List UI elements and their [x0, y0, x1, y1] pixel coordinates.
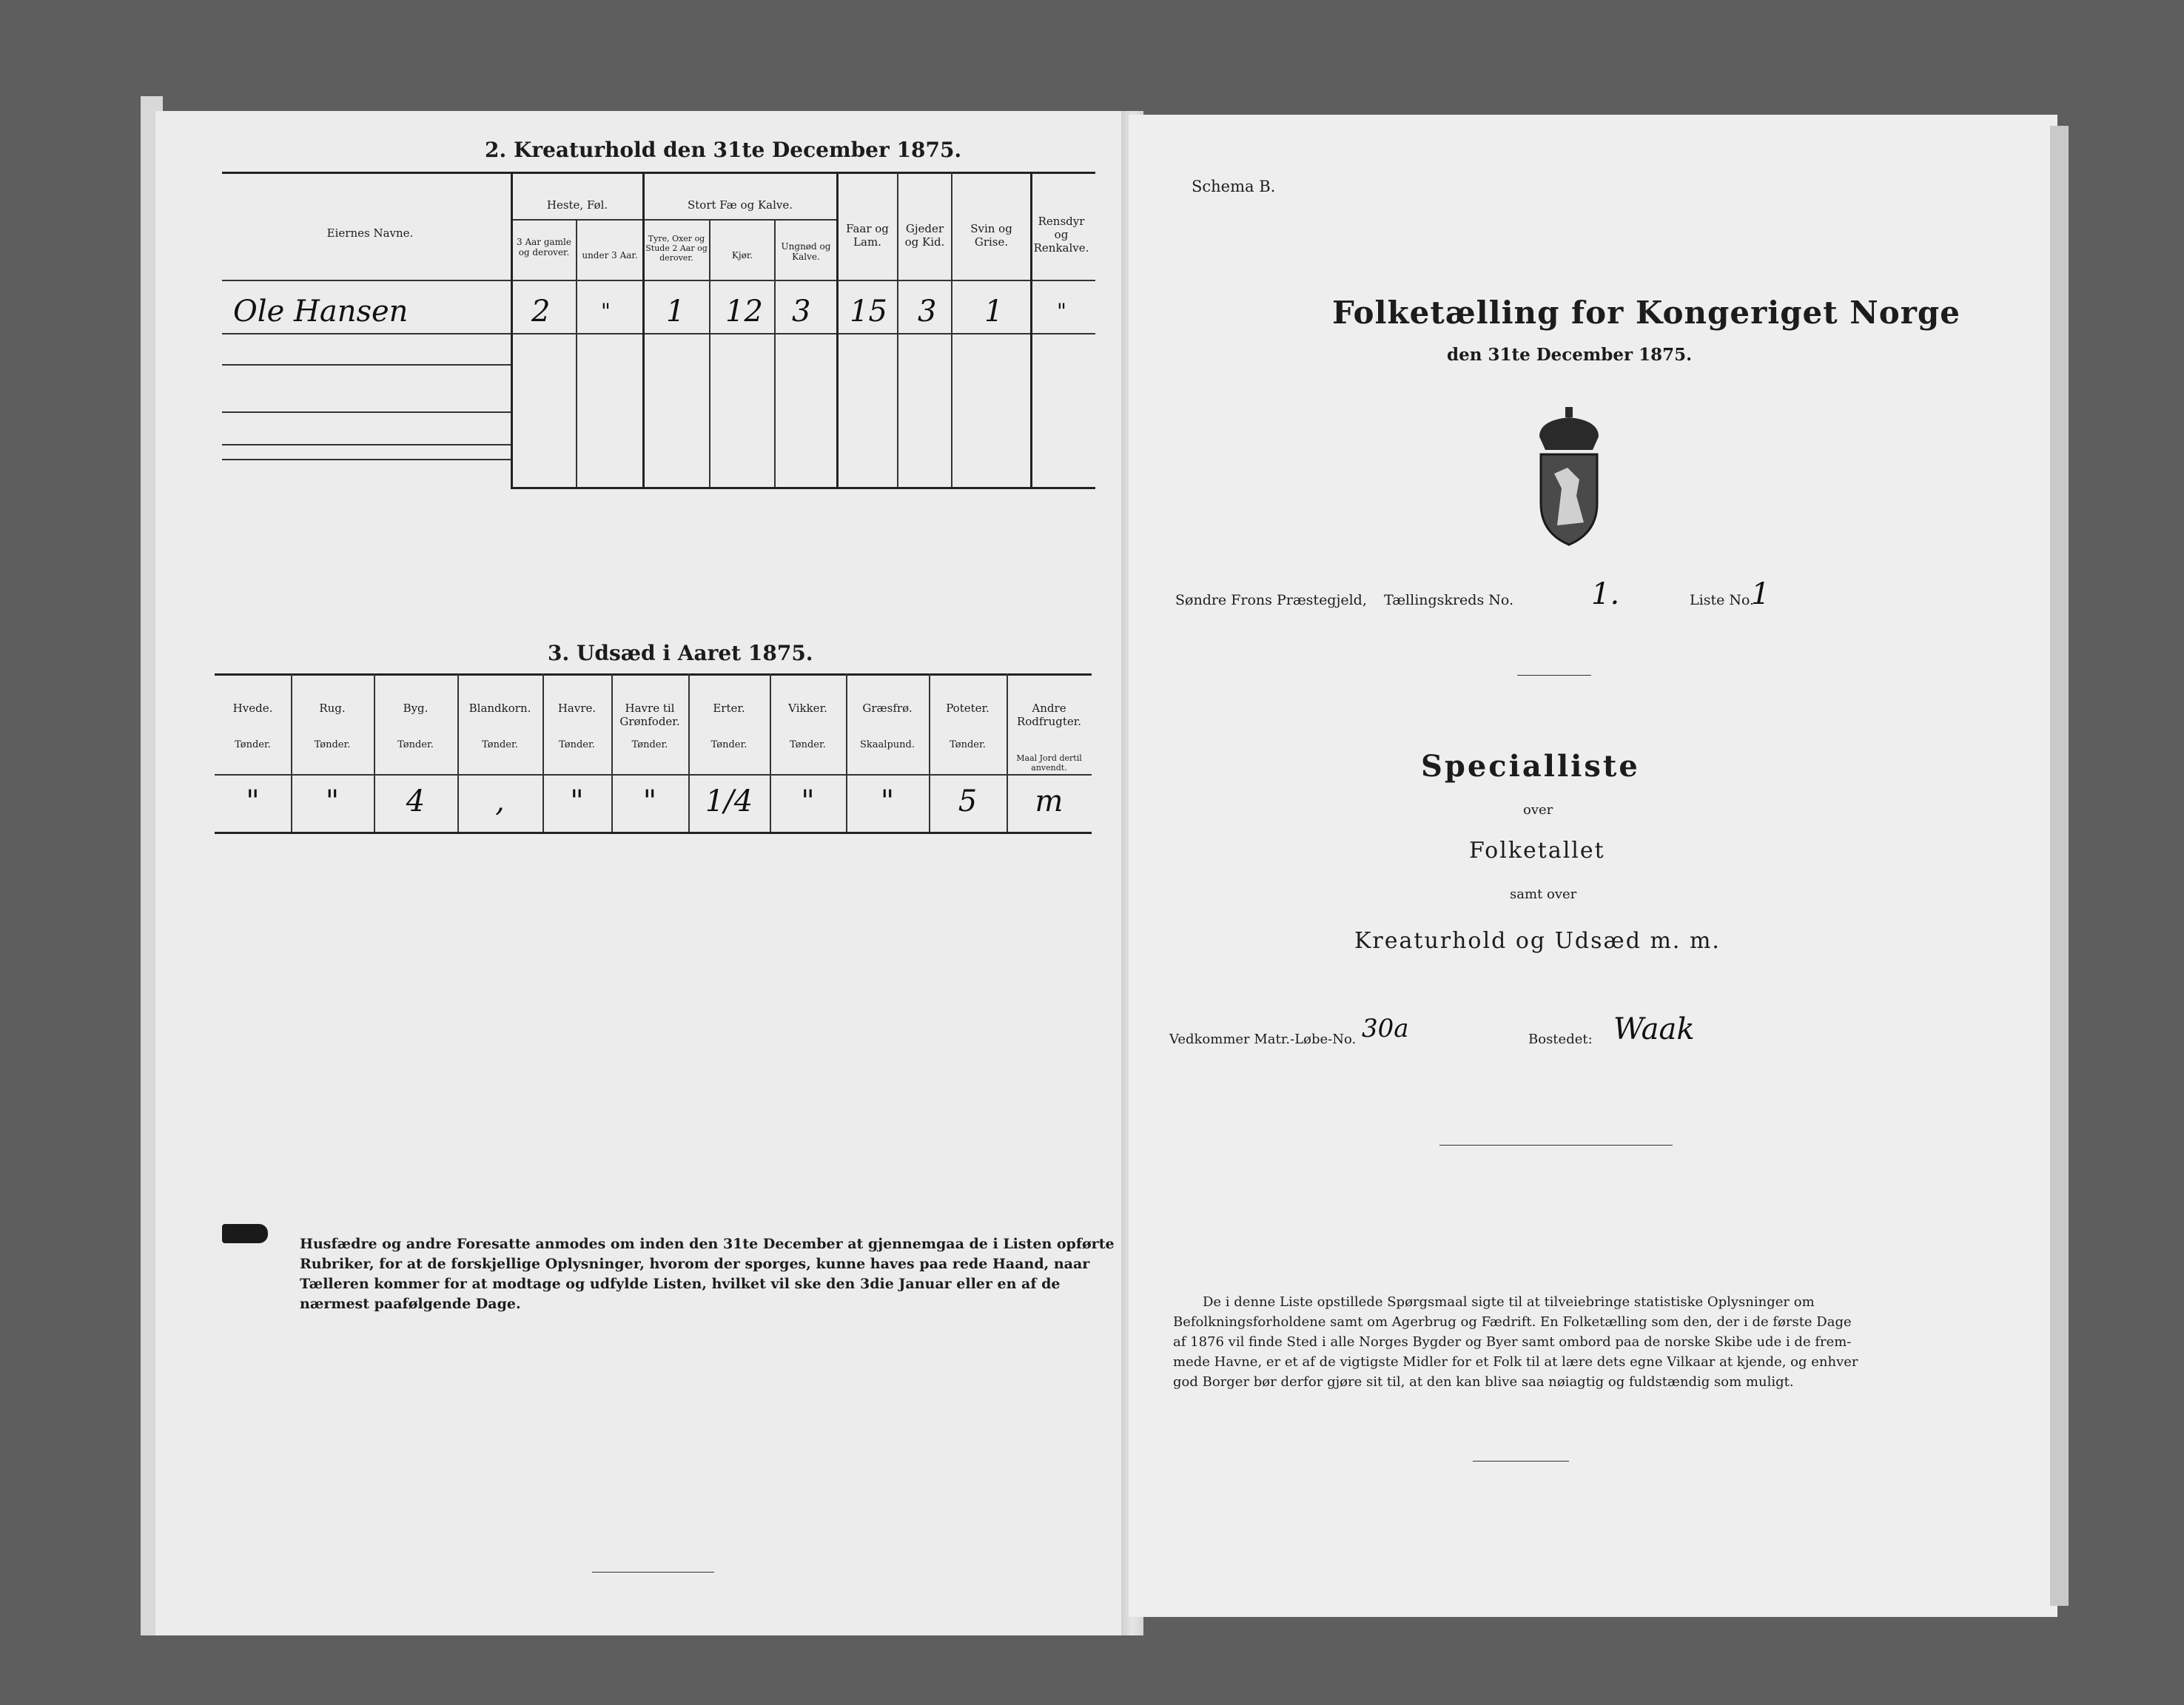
value-rensdyr: " — [1057, 299, 1066, 323]
divider — [1439, 1145, 1673, 1146]
prestegjeld: Søndre Frons Præstegjeld, — [1175, 592, 1367, 608]
table2-col-line — [836, 172, 839, 487]
footnote-line: god Borger bør derfor gjøre sit til, at den kan blive saa nøiagtig og fuldstændig som muligt. — [1173, 1374, 1794, 1390]
table2-header-rule — [222, 280, 1095, 281]
udsaed-col-unit: Tønder. — [397, 739, 434, 750]
table2-sub-rule — [644, 219, 836, 221]
samt-over: samt over — [1510, 887, 1577, 902]
udsaed-col-unit: Tønder. — [790, 739, 826, 750]
footnote-text — [1173, 1292, 1858, 1392]
main-title: Folketælling for Kongeriget Norge — [1332, 295, 1960, 331]
value-heste-old: 2 — [531, 295, 551, 329]
table2-col-line — [511, 172, 513, 487]
col-svin: Svin og Grise. — [970, 222, 1012, 249]
sub-kjor: Kjør. — [731, 250, 753, 260]
census-date: den 31te December 1875. — [1447, 345, 1693, 365]
footnote-line: af 1876 vil finde Sted i alle Norges Bygder og Byer samt ombord paa de norske Skibe ude i de frem- — [1173, 1334, 1852, 1350]
udsaed-col-value: " — [246, 784, 260, 818]
udsaed-col-label: Havre. — [557, 702, 597, 715]
udsaed-col-label: Erter. — [713, 702, 745, 715]
udsaed-col-value: " — [570, 784, 584, 818]
udsaed-col-unit: Tønder. — [559, 739, 595, 750]
pointing-hand-icon — [222, 1224, 268, 1243]
value-heste-young: " — [601, 299, 611, 323]
table2-row-rule — [222, 411, 511, 413]
udsaed-col-value: 5 — [958, 784, 978, 818]
table2-sub-rule — [511, 219, 644, 221]
col-gjeder: Gjeder og Kid. — [904, 222, 945, 249]
udsaed-col-value: " — [880, 784, 895, 818]
value-gjeder: 3 — [918, 295, 937, 329]
sub-ungnod: Ungnød og Kalve. — [781, 241, 831, 262]
udsaed-col-unit: Tønder. — [950, 739, 986, 750]
udsaed-col-unit: Tønder. — [482, 739, 518, 750]
udsaed-col-value: " — [642, 784, 657, 818]
matr-label: Vedkommer Matr.-Løbe-No. — [1169, 1032, 1357, 1047]
special-title: Specialliste — [1421, 749, 1640, 784]
col-rensdyr: Rensdyr og Renkalve. — [1033, 215, 1089, 255]
table2-row-rule — [222, 444, 511, 445]
liste-label: Liste No. — [1690, 592, 1755, 608]
table3-bottom-rule — [215, 832, 1092, 834]
right-page-edge — [2050, 126, 2069, 1606]
sub-heste-old: 3 Aar gamle og derover. — [517, 237, 571, 258]
kreds-value: 1. — [1591, 577, 1620, 611]
udsaed-col-label: Græsfrø. — [862, 702, 913, 715]
left-bottom-rule — [592, 1572, 714, 1573]
udsaed-col-label: Andre Rodfrugter. — [1016, 702, 1082, 728]
udsaed-col-value: , — [495, 784, 505, 818]
section3-title: 3. Udsæd i Aaret 1875. — [548, 641, 813, 665]
value-svin: 1 — [984, 295, 1004, 329]
table2-row-rule — [222, 333, 1095, 334]
sub-heste-young: under 3 Aar. — [582, 250, 638, 260]
udsaed-col-value: 4 — [406, 784, 426, 818]
udsaed-col-label: Blandkorn. — [468, 702, 531, 715]
udsaed-col-label: Byg. — [403, 702, 429, 715]
table3-top-rule — [215, 673, 1092, 676]
section2-title: 2. Kreaturhold den 31te December 1875. — [485, 138, 962, 162]
left-page — [155, 111, 1140, 1635]
bostedet-value: Waak — [1613, 1012, 1695, 1046]
udsaed-col-label: Vikker. — [788, 702, 827, 715]
kreaturhold-line: Kreaturhold og Udsæd m. m. — [1354, 928, 1721, 954]
kreds-label: Tællingskreds No. — [1384, 592, 1513, 608]
group-heste: Heste, Føl. — [546, 198, 608, 212]
liste-value: 1 — [1751, 577, 1770, 611]
udsaed-col-unit: Maal Jord dertil anvendt. — [1016, 753, 1082, 773]
footnote-line: mede Havne, er et af de vigtigste Midler for et Folk til at lære dets egne Vilkaar at kjende, og enhver — [1173, 1354, 1858, 1370]
udsaed-col-label: Poteter. — [946, 702, 989, 715]
table3-header-rule — [215, 774, 1092, 776]
divider — [1517, 675, 1591, 676]
bostedet-label: Bostedet: — [1528, 1032, 1593, 1047]
folketallet: Folketallet — [1469, 838, 1605, 864]
value-ungnod: 3 — [792, 295, 811, 329]
footnote-line: De i denne Liste opstillede Spørgsmaal sigte til at tilveiebringe statistiske Oplysninger om — [1203, 1294, 1815, 1310]
udsaed-col-value: m — [1035, 784, 1064, 818]
coat-of-arms-icon — [1525, 407, 1613, 548]
udsaed-col-unit: Tønder. — [631, 739, 668, 750]
notice-line: Rubriker, for at de forskjellige Oplysninger, hvorom der sporges, kunne haves paa rede Haand, naar — [300, 1256, 1090, 1272]
sub-tyre: Tyre, Oxer og Stude 2 Aar og derover. — [645, 234, 708, 263]
udsaed-col-value: " — [801, 784, 815, 818]
udsaed-col-unit: Skaalpund. — [860, 739, 915, 750]
schema-label: Schema B. — [1192, 178, 1276, 195]
udsaed-col-value: " — [325, 784, 340, 818]
table2-col-line — [951, 172, 952, 487]
over-1: over — [1523, 802, 1553, 818]
table2-row-rule — [222, 459, 511, 460]
udsaed-col-unit: Tønder. — [235, 739, 271, 750]
owner-name: Ole Hansen — [233, 295, 409, 329]
col-eiernes-navne: Eiernes Navne. — [326, 226, 414, 240]
notice-line: nærmest paafølgende Dage. — [300, 1296, 521, 1312]
udsaed-col-unit: Tønder. — [314, 739, 351, 750]
table2-top-rule — [222, 172, 1095, 174]
group-stort-fae: Stort Fæ og Kalve. — [687, 198, 793, 212]
value-kjor: 12 — [725, 295, 763, 329]
table2-col-line — [642, 172, 645, 487]
udsaed-col-unit: Tønder. — [710, 739, 747, 750]
table2-row-rule — [222, 364, 511, 366]
udsaed-col-label: Rug. — [319, 702, 346, 715]
value-tyre: 1 — [666, 295, 685, 329]
notice-text — [300, 1234, 1115, 1314]
udsaed-col-label: Havre til Grønfoder. — [619, 702, 680, 728]
notice-line: Tælleren kommer for at modtage og udfylde Listen, hvilket vil ske den 3die Januar eller en af de — [300, 1276, 1061, 1292]
value-faar: 15 — [850, 295, 887, 329]
divider — [1473, 1461, 1569, 1462]
matr-value: 30a — [1362, 1014, 1409, 1043]
udsaed-col-value: 1/4 — [705, 784, 753, 818]
notice-line: Husfædre og andre Foresatte anmodes om inden den 31te December at gjennemgaa de i Listen opførte — [300, 1236, 1115, 1252]
table2-bottom-rule — [511, 487, 1095, 489]
footnote-line: Befolkningsforholdene samt om Agerbrug og Fædrift. En Folketælling som den, der i de første Dage — [1173, 1314, 1852, 1330]
table2-col-line — [897, 172, 898, 487]
udsaed-col-label: Hvede. — [232, 702, 273, 715]
col-faar: Faar og Lam. — [846, 222, 889, 249]
